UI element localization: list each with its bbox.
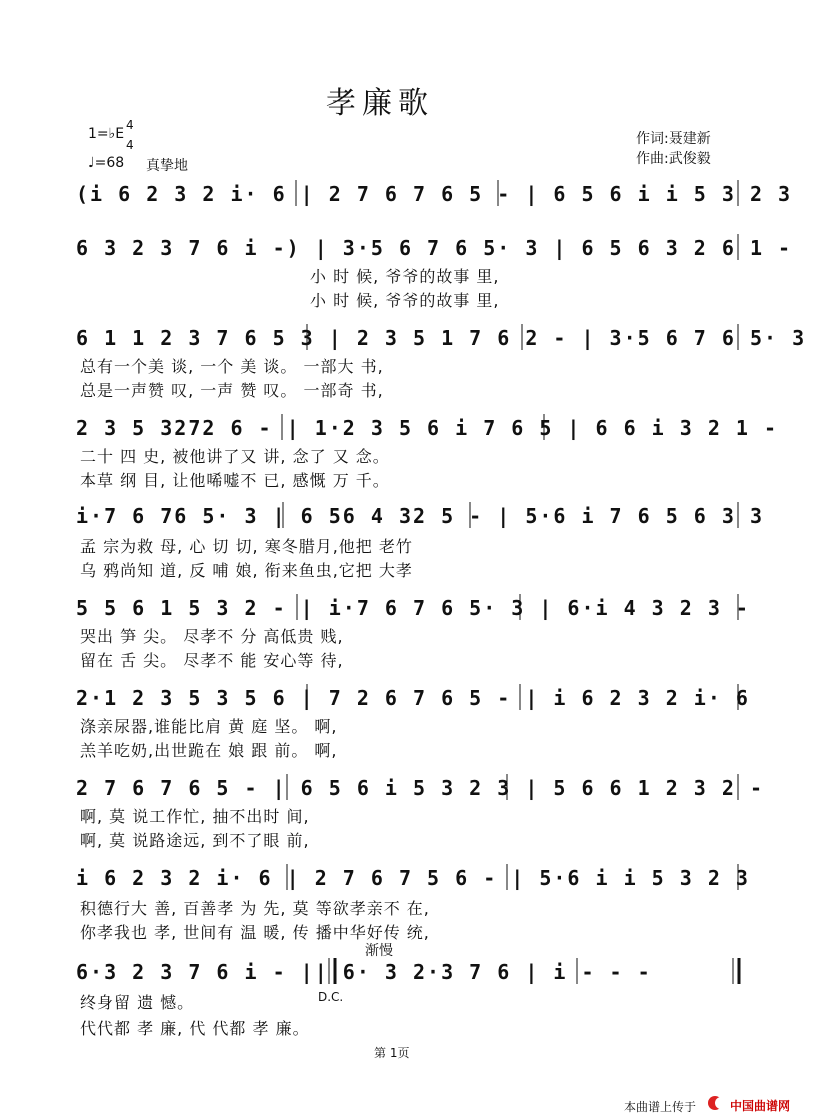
lyric-row-4-verse-1: 二十 四 史, 被他讲了又 讲, 念了 又 念。: [80, 447, 390, 466]
notation-row-1: (i 6 2 3 2 i· 6 | 2 7 6 7 6 5 - | 6 5 6 i i 5 3 2 3: [76, 182, 793, 206]
notation-row-10: 6·3 2 3 7 6 i - || 6· 3 2·3 7 6 | i - - -: [76, 960, 652, 984]
upload-source-text: 本曲谱上传于: [624, 1100, 697, 1114]
lyric-row-5-verse-2: 乌 鸦尚知 道, 反 哺 娘, 衔来鱼虫,它把 大孝: [80, 561, 413, 580]
lyric-row-6-verse-1: 哭出 笋 尖。 尽孝不 分 高低贵 贱,: [80, 627, 344, 646]
lyric-row-2-verse-1: 小 时 候, 爷爷的故事 里,: [310, 267, 500, 286]
notation-row-4: 2 3 5 3272 6 - | 1·2 3 5 6 i 7 6 5 | 6 6 i 3 2 1 -: [76, 416, 779, 440]
lyric-row-2-verse-2: 小 时 候, 爷爷的故事 里,: [310, 291, 500, 310]
notation-row-8: 2 7 6 7 6 5 - | 6 5 6 i 5 3 2 3 | 5 6 6 1 2 3 2 -: [76, 776, 765, 800]
notation-row-3: 6 1 1 2 3 7 6 5 3 | 2 3 5 1 7 6 2 - | 3·5 6 7 6 5· 3: [76, 326, 807, 350]
notation-row-2: 6 3 2 3 7 6 i -) | 3·5 6 7 6 5· 3 | 6 5 6 3 2 6 1 -: [76, 236, 793, 260]
time-signature-top: 4: [126, 118, 134, 132]
song-title: 孝廉歌: [326, 86, 434, 121]
notation-row-5: i·7 6 76 5· 3 | 6 56 4 32 5 - | 5·6 i 7 6 5 6 3 3: [76, 504, 765, 528]
notation-row-6: 5 5 6 1 5 3 2 - | i·7 6 7 6 5· 3 | 6·i 4 3 2 3 -: [76, 596, 750, 620]
key-signature: 1=♭E: [88, 126, 125, 142]
lyric-row-8-verse-2: 啊, 莫 说路途远, 到不了眼 前,: [80, 831, 310, 850]
site-brand-name: 中国曲谱网: [730, 1099, 791, 1113]
tempo-mark: ♩=68: [88, 155, 125, 171]
page-number: 第 1页: [374, 1046, 410, 1060]
lyric-row-9-verse-1: 积德行大 善, 百善孝 为 先, 莫 等欲孝亲不 在,: [80, 899, 430, 918]
lyric-row-5-verse-1: 孟 宗为救 母, 心 切 切, 寒冬腊月,他把 老竹: [80, 537, 413, 556]
lyric-row-8-verse-1: 啊, 莫 说工作忙, 抽不出时 间,: [80, 807, 310, 826]
notation-row-7: 2·1 2 3 5 3 5 6 | 7 2 6 7 6 5 - | i 6 2 3 2 i· 6: [76, 686, 750, 710]
expression-mark: 真挚地: [146, 158, 188, 174]
lyric-row-10-verse-1: 终身留 遗 憾。: [80, 993, 195, 1012]
lyric-row-7-verse-1: 涤亲尿器,谁能比肩 黄 庭 坚。 啊,: [80, 717, 338, 736]
lyric-row-3-verse-2: 总是一声赞 叹, 一声 赞 叹。 一部奇 书,: [80, 381, 384, 400]
lyric-row-10-verse-2: 代代都 孝 廉, 代 代都 孝 廉。: [80, 1019, 310, 1038]
lyric-row-6-verse-2: 留在 舌 尖。 尽孝不 能 安心等 待,: [80, 651, 344, 670]
lyric-row-9-verse-2: 你孝我也 孝, 世间有 温 暖, 传 播中华好传 统,: [80, 923, 430, 942]
notation-row-9: i 6 2 3 2 i· 6 | 2 7 6 7 5 6 - | 5·6 i i 5 3 2 3: [76, 866, 750, 890]
lyric-row-7-verse-2: 羔羊吃奶,出世跪在 娘 跟 前。 啊,: [80, 741, 338, 760]
da-capo-mark: D.C.: [318, 990, 344, 1004]
time-signature-bottom: 4: [126, 138, 134, 152]
composer-credit: 作曲:武俊毅: [636, 151, 711, 167]
lyric-row-3-verse-1: 总有一个美 谈, 一个 美 谈。 一部大 书,: [80, 357, 384, 376]
ritardando-mark: 渐慢: [365, 943, 393, 959]
lyric-row-4-verse-2: 本草 纲 目, 让他唏嘘不 已, 感慨 万 千。: [80, 471, 390, 490]
lyricist-credit: 作词:聂建新: [636, 131, 711, 147]
